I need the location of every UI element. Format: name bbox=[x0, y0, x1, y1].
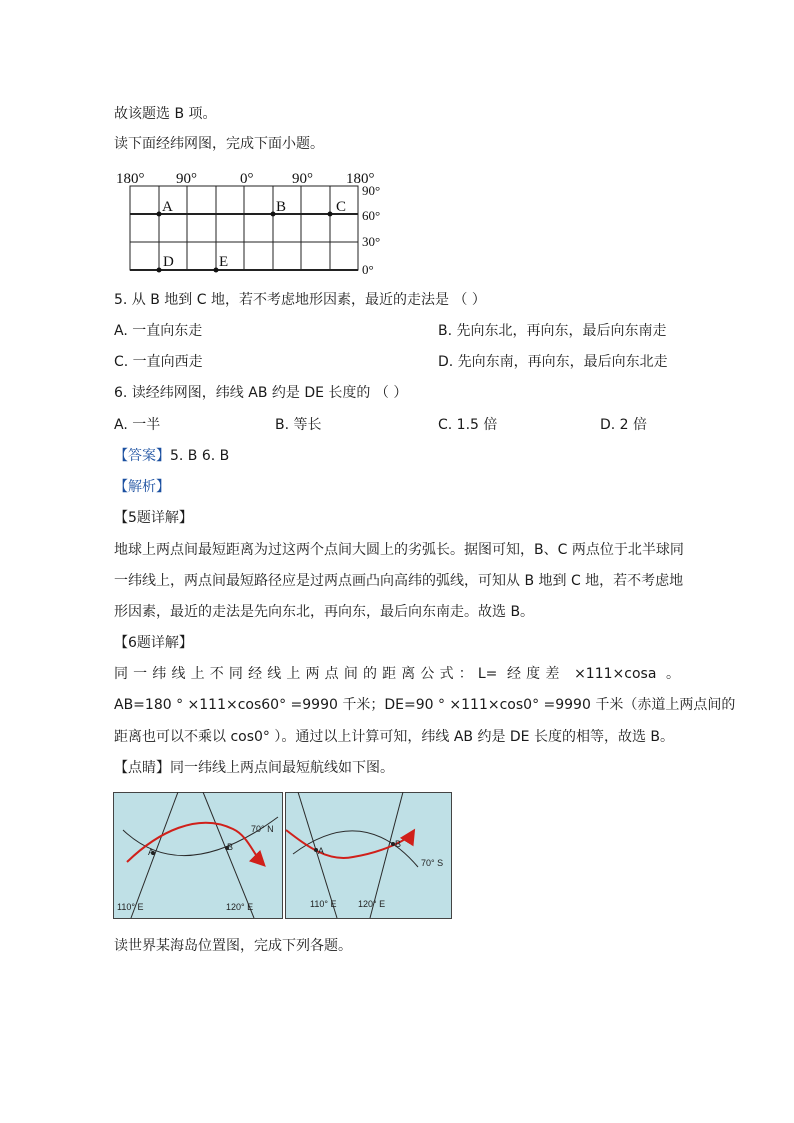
tip-line: 【点睛】同一纬线上两点间最短航线如下图。 bbox=[114, 760, 394, 776]
point-label: B bbox=[276, 199, 287, 215]
detail-5-text: 一纬线上，两点间最短路径应是过两点画凸向高纬的弧线，可知从 B 地到 C 地，若不考虑地 bbox=[114, 573, 684, 589]
lon-label: 90° bbox=[176, 171, 197, 187]
route-label: A bbox=[318, 846, 325, 856]
route-label: B bbox=[395, 839, 402, 849]
option-5b: B. 先向东北，再向东，最后向东南走 bbox=[438, 323, 667, 339]
lat-label: 30° bbox=[362, 234, 381, 249]
option-6c: C. 1.5 倍 bbox=[438, 417, 498, 433]
point-label: D bbox=[163, 254, 174, 270]
detail-6-text: AB=180 ° ×111×cos60° =9990 千米；DE=90 ° ×111×cos0° =9990 千米（赤道上两点间的 bbox=[114, 697, 736, 713]
lat-label: 0° bbox=[362, 262, 374, 277]
detail-5-text: 地球上两点间最短距离为过这两个点间大圆上的劣弧长。据图可知，B、C 两点位于北半球同 bbox=[114, 542, 684, 558]
shortest-route-figure bbox=[113, 792, 453, 919]
option-5c: C. 一直向西走 bbox=[114, 354, 203, 370]
lat-label: 60° bbox=[362, 208, 381, 223]
answer-text: 5. B 6. B bbox=[170, 448, 230, 464]
detail-5-text: 形因素，最近的走法是先向东北，再向东，最后向东南走。故选 B。 bbox=[114, 604, 535, 620]
point-label: E bbox=[219, 254, 229, 270]
route-label: 70° S bbox=[421, 858, 444, 868]
question-5: 5. 从 B 地到 C 地，若不考虑地形因素，最近的走法是 （ ） bbox=[114, 292, 486, 308]
question-6: 6. 读经纬网图，纬线 AB 约是 DE 长度的 （ ） bbox=[114, 385, 408, 401]
option-5d: D. 先向东南，再向东，最后向东北走 bbox=[438, 354, 668, 370]
detail-6-text: 距离也可以不乘以 cos0° ）。通过以上计算可知，纬线 AB 约是 DE 长度的相等，故选 B。 bbox=[114, 729, 675, 745]
detail-6-title: 【6题详解】 bbox=[114, 635, 193, 651]
route-label: 110° E bbox=[310, 899, 337, 909]
lat-label: 90° bbox=[362, 183, 381, 198]
option-6d: D. 2 倍 bbox=[600, 417, 648, 433]
lon-label: 180° bbox=[346, 171, 375, 187]
lon-label: 0° bbox=[240, 171, 254, 187]
route-label: B bbox=[227, 842, 234, 852]
lat-lon-grid-figure bbox=[112, 168, 392, 280]
option-6a: A. 一半 bbox=[114, 417, 161, 433]
answer-line bbox=[114, 446, 229, 466]
route-label: 110° E bbox=[117, 902, 144, 912]
lon-label: 90° bbox=[292, 171, 313, 187]
text-line: 读下面经纬网图，完成下面小题。 bbox=[114, 136, 324, 152]
option-5a: A. 一直向东走 bbox=[114, 323, 203, 339]
text-line: 读世界某海岛位置图，完成下列各题。 bbox=[114, 938, 352, 954]
analysis-tag: 【解析】 bbox=[114, 479, 170, 495]
point-label: C bbox=[336, 199, 347, 215]
route-label: 70° N bbox=[251, 824, 274, 834]
point-label: A bbox=[162, 199, 173, 215]
detail-6-text: 同一纬线上不同经线上两点间的距离公式：L= 经度差 ×111×cosa 。 bbox=[114, 666, 680, 682]
route-label: A bbox=[148, 847, 155, 857]
option-6b: B. 等长 bbox=[275, 417, 322, 433]
route-label: 120° E bbox=[226, 902, 254, 912]
detail-5-title: 【5题详解】 bbox=[114, 510, 193, 526]
text-line: 故该题选 B 项。 bbox=[114, 106, 217, 122]
route-label: 120° E bbox=[358, 899, 386, 909]
lon-label: 180° bbox=[116, 171, 145, 187]
answer-tag: 【答案】 bbox=[114, 448, 170, 464]
